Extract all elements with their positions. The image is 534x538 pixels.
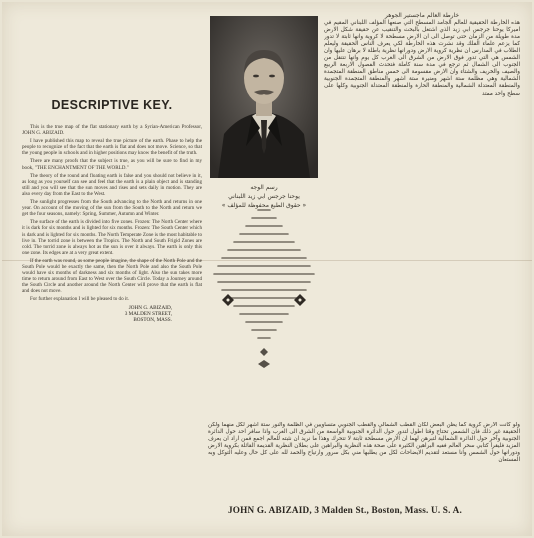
publisher-footer: JOHN G. ABIZAID, 3 Malden St., Boston, Mass. U. S. A.: [228, 505, 462, 515]
author-portrait: [210, 16, 318, 178]
signature-name: JOHN G. ABIZAID,: [128, 304, 172, 311]
key-paragraph: I have published this map to reveal the true picture of the earth. Phase to help the people to recognize of the fact that the earth is flat and does not move. Science, so that the young people in schools and in higher positions may know the benefit of the truth.: [22, 138, 202, 157]
arabic-body-text: هذه الخارطة الحقيقية للعالم الجامد المسطح التي صنعها المؤلف اللبناني المقيم في اميركا يوحنا جرجس ابي زيد الذي اشتغل بالبحث والتنقيب عن حقيقة شكل الارض مدة طويلة من الزمان حتى توصل الى ان الارض مسطحة لا كروية وانها ثابتة لا تدور كما يزعم علماء الفلك وقد نشرت هذه الخارطة لكي يعرف الناس الحقيقة وليعلم الطلاب في المدارس ان نظرية كروية الارض ودورانها نظرية باطلة لا برهان عليها وان الشمس هي التي تدور فوق الارض من الشرق الى الغرب كل يوم وانها تنتقل من الجنوب الى الشمال ثم ترجع في مدة سنة كاملة فتحدث الفصول الاربعة الربيع والصيف والخريف والشتاء وان الارض مقسومة الى خمس مناطق المنطقة المتجمدة الشمالية وهي مظلمة ستة اشهر ومنيرة ستة اشهر والمنطقة المتجمدة الجنوبية والمنطقة المعتدلة الشمالية والمنطقة الحارة والمنطقة المعتدلة الجنوبية وكلها على سطح واحد ممتد: [324, 20, 520, 97]
arabic-bottom-text: ولو كانت الارض كروية كما يظن البعض لكان القطب الشمالي والقطب الجنوبي متساويين في الظلمة والنور ستة اشهر لكل منهما ولكن الحقيقة غير ذلك فان الشمس تحتاج وقتا اطول لتدور حول الدائرة الجنوبية الواسعة من الشرق الى الغرب واذا سافر احد حول الدائرة الجنوبية وآخر حول الدائرة الشمالية لتبرهن لهما ان الارض مسطحة ثابتة لا تتحرك وهذا ما نريد ان نثبته للعالم اجمع فمن اراد ان يعرف المزيد فليقرأ كتابي سحر العالم ففيه البراهين الكثيرة على صحة هذه النظرية والبراهين على بطلان النظرية القديمة القائلة بكروية الارض ودورانها حول الشمس وانا مستعد لتقديم الايضاحات لكل من يطلبها مني بكل سرور وارتياح والحمد لله على كل حال وعليه التوكل وبه المستعان: [208, 422, 520, 464]
key-paragraph: The theory of the round and floating earth is false and you should not believe in it, as long as you yourself can see and feel that the earth is a plain object and is standing still and you will see that the sun moves and rises and sets daily in motion. They are also every day from the East to the West.: [22, 172, 202, 197]
arabic-heading: خارطة العالم ماجستير الجوهر: [384, 12, 460, 19]
key-paragraph: There are many proofs that the subject is true, as you will be sure to find in my book, "THE ENCHANTMENT OF THE WORLD.": [22, 158, 202, 171]
arabic-text-column: [324, 12, 520, 262]
signature-street: 3 MALDEN STREET,: [124, 310, 172, 317]
descriptive-key-column: [22, 98, 202, 324]
caption-line-3: « حقوق الطبع محفوظة للمؤلف »: [221, 202, 307, 209]
key-paragraph: The sunlight progresses from the South advancing to the North and returns in one year. On account of the moving of the sun from the South to the North and return we get the four seasons, namely: Spring, Summer, Autumn and Winter.: [22, 199, 202, 218]
diamond-text-ornament: [208, 202, 320, 417]
caption-line-1: رسم الوجه: [250, 184, 278, 191]
caption-line-2: يوحنا جرجس ابي زيد اللبناني: [228, 193, 300, 200]
signature-city: BOSTON, MASS.: [133, 317, 172, 324]
document-page: [2, 2, 532, 536]
key-paragraph: For further explanation I will be pleased to do it.: [30, 296, 130, 303]
key-paragraph: This is the true map of the flat stationary earth by a Syrian-American Professor, JOHN G. ABIZAID.: [22, 124, 202, 137]
key-paragraph: If the earth was round, as some people imagine, the shape of the North Pole and the South Pole would be exactly the same, then the North Pole and also the South Pole would have six months of darkness and six months of light. Also the sun takes more time to return around from East to West over the South Circle. Today a Journey around the South Circle and another around the North Center will prove that the earth is flat and does not move.: [22, 257, 202, 295]
descriptive-key-title: DESCRIPTIVE KEY.: [51, 98, 173, 112]
author-signature: [22, 305, 202, 324]
key-paragraph: The surface of the earth is divided into five zones. Frozen: The North Center where it is dark for six months and is lighted for six months. Frozen: The South Center which is dark and is lighted for six months. The North Temperate Zone is the most habitable to live in. The torrid zone is between the Tropics. The North and South Frigid Zones are cold. The torrid zone is always hot as the sun is over it always. The earth is only this one zone. Its edges are at a very great extent.: [22, 219, 202, 256]
